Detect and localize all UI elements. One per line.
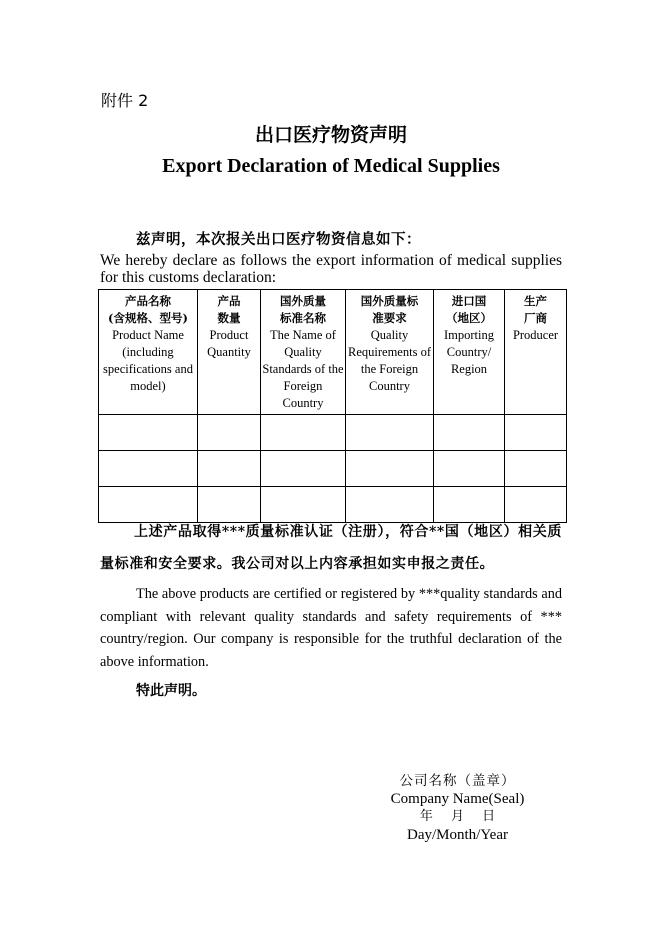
header-cn: 产品 [217,294,241,308]
table-cell[interactable] [99,451,198,487]
closing-statement: 特此声明。 [136,683,206,699]
header-cn-sub: (含规格、型号) [108,311,188,325]
table-cell[interactable] [434,415,505,451]
table-cell[interactable] [198,415,261,451]
table-cell[interactable] [198,451,261,487]
header-cn: 生产 [524,294,547,308]
table-row [99,415,567,451]
table-cell[interactable] [346,415,434,451]
header-en: Quality Requirements of the Foreign Country [348,328,431,393]
declaration-english: The above products are certified or registered by ***quality standards and compliant with relevant quality standards and safety requirements of *** country/region. Our company is responsible for the truthful declaration of the above information. [100,586,562,670]
header-cell-quality-requirements [346,290,434,415]
header-en: The Name of Quality Standards of the Foreign Country [262,328,344,410]
header-cn-sub: 数量 [217,311,241,325]
header-cn-sub: 准要求 [372,311,407,325]
header-cell-standard-name [261,290,346,415]
header-en: Producer [512,328,559,342]
company-name-en: Company Name(Seal) [390,791,525,807]
header-cn-sub: 厂商 [524,311,547,325]
table-cell[interactable] [434,451,505,487]
table-cell[interactable] [505,451,567,487]
intro-chinese: 兹声明，本次报关出口医疗物资信息如下： [136,231,421,248]
declaration-chinese: 上述产品取得***质量标准认证（注册），符合**国（地区）相关质量标准和安全要求。我公司对以上内容承担如实申报之责任。 [100,524,562,572]
table-cell[interactable] [261,415,346,451]
header-cn: 国外质量标 [360,294,419,308]
header-cn-sub: 标准名称 [280,311,326,325]
date-cn: 年 月 日 [419,809,496,824]
attachment-label: 附件 2 [101,91,149,110]
header-cell-producer [505,290,567,415]
date-en: Day/Month/Year [407,827,508,843]
table-cell[interactable] [261,451,346,487]
table-cell[interactable] [505,415,567,451]
company-name-cn: 公司名称（盖章） [399,773,516,789]
table-row [99,451,567,487]
title-english: Export Declaration of Medical Supplies [162,155,500,177]
signature-block [380,772,535,844]
table-cell[interactable] [346,451,434,487]
header-cell-importing-country [434,290,505,415]
table-cell[interactable] [99,415,198,451]
header-cn: 进口国 [451,294,487,308]
title-chinese: 出口医疗物资声明 [254,124,407,146]
table-header-row [99,290,567,415]
header-en: Product Name (including specifications and model) [103,328,193,393]
intro-english: We hereby declare as follows the export information of medical supplies for this customs declaration: [100,252,562,286]
header-cn-sub: （地区） [446,311,492,325]
header-cell-quantity [198,290,261,415]
header-cell-product-name [99,290,198,415]
supplies-table [98,289,567,523]
header-en: Importing Country/ Region [444,328,494,376]
header-cn: 产品名称 [125,294,171,308]
header-cn: 国外质量 [280,294,326,308]
header-en: Product Quantity [207,328,251,359]
